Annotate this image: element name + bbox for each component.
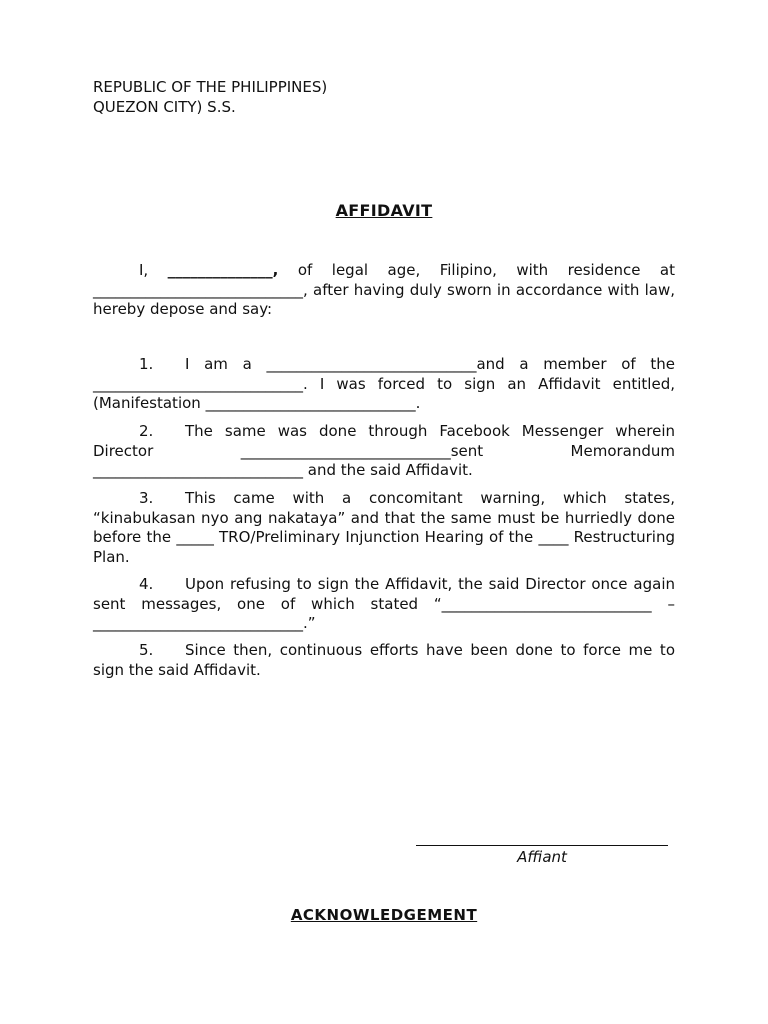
memorandum-blank: ____________________________ — [93, 461, 303, 479]
item-text: TRO/Preliminary Injunction Hearing of the — [213, 528, 539, 546]
item-text: sent Memorandum — [450, 441, 676, 460]
document-title: AFFIDAVIT — [335, 201, 433, 220]
item-number: 2. — [139, 422, 154, 440]
intro-comma: , — [272, 261, 279, 279]
position-blank: ____________________________ — [266, 355, 477, 373]
item-text: This came with a concomitant warning, which states, “kinabukasan nyo ang nakataya” and that the same must be hurriedly done before the — [93, 489, 675, 546]
item-text: Restructuring Plan. — [93, 528, 675, 566]
intro-text-2: of legal age, Filipino, with residence at — [278, 261, 675, 279]
item-text: . I was forced to sign an Affidavit entitled, (Manifestation — [93, 374, 675, 412]
item-text: . — [415, 394, 421, 412]
numbered-item-2 — [93, 422, 675, 481]
item-text: and a member of the — [476, 355, 675, 373]
intro-paragraph — [93, 261, 675, 320]
signature-line — [416, 845, 668, 846]
item-number: 5. — [139, 641, 154, 659]
organization-blank: ____________________________ — [93, 374, 303, 393]
intro-text-3: , after having duly sworn in accordance with law, hereby depose and say: — [93, 280, 675, 318]
numbered-item-4 — [93, 575, 675, 634]
acknowledgement-heading: ACKNOWLEDGEMENT — [290, 906, 478, 924]
item-text: The same was done through Facebook Messenger wherein Director — [93, 422, 675, 460]
numbered-item-3 — [93, 489, 675, 567]
item-text: and the said Affidavit. — [303, 461, 473, 479]
item-text: .” — [303, 614, 316, 632]
plan-blank: ____ — [538, 528, 569, 546]
message-blank-1: ____________________________ — [441, 594, 652, 613]
item-number: 3. — [139, 489, 154, 507]
item-text: I am a — [185, 355, 267, 373]
director-blank: ____________________________ — [240, 441, 451, 460]
venue-line-republic: REPUBLIC OF THE PHILIPPINES) — [93, 78, 328, 96]
venue-line-city: QUEZON CITY) S.S. — [93, 97, 236, 116]
item-text: – — [651, 594, 675, 613]
date-blank: _____ — [176, 528, 214, 546]
numbered-item-5 — [93, 641, 675, 680]
affiant-label: Affiant — [517, 848, 567, 866]
numbered-item-1 — [93, 355, 675, 414]
residence-blank: ____________________________ — [93, 280, 303, 299]
item-text: Upon refusing to sign the Affidavit, the said Director once again sent messages, one of which stated “ — [93, 575, 675, 613]
item-number: 4. — [139, 575, 154, 593]
intro-text: I, — [139, 261, 168, 279]
item-number: 1. — [139, 355, 154, 373]
manifestation-blank: ____________________________ — [205, 394, 416, 412]
message-blank-2: ____________________________ — [93, 614, 303, 632]
name-blank: ______________ — [167, 261, 273, 279]
item-text: Since then, continuous efforts have been done to force me to sign the said Affidavit. — [93, 641, 675, 679]
venue-header — [93, 78, 513, 117]
